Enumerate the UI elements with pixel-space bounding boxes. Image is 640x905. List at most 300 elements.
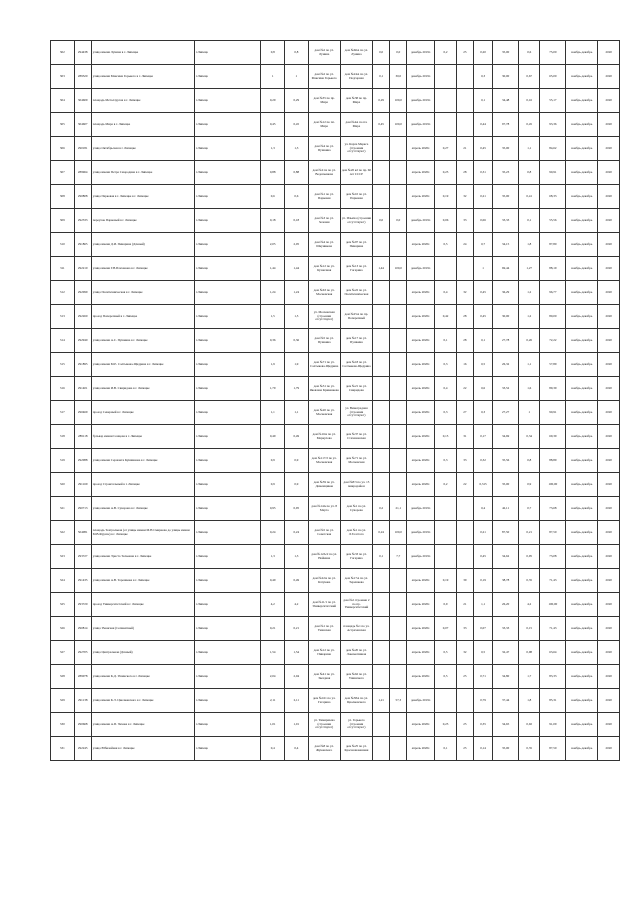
volume-1-cell: 0,1	[373, 65, 390, 89]
city-cell: г.Липецк	[194, 89, 261, 113]
city-cell: г.Липецк	[194, 737, 261, 761]
cost-cell: 71,43	[540, 569, 566, 593]
segment-end-cell: дом №38А по ул. Циолковского	[340, 689, 372, 713]
cost-cell: 96,77	[540, 281, 566, 305]
table-row	[51, 497, 620, 521]
volume-1-cell: 0,0	[373, 41, 390, 65]
coef-cell: 0,5	[435, 641, 456, 665]
area-cell: 35,56	[493, 449, 519, 473]
period-cell: ноябрь-декабрь	[566, 305, 598, 329]
period-cell: ноябрь-декабрь	[566, 545, 598, 569]
volume-1-cell	[373, 161, 390, 185]
value-cell: 0,34	[518, 425, 539, 449]
volume-2-cell: 57,3	[390, 689, 407, 713]
period-cell: ноябрь-декабрь	[566, 521, 598, 545]
cost-cell: 55,56	[540, 209, 566, 233]
segment-end-cell: дом №4А по пл. Мира	[340, 113, 372, 137]
period-cell: ноябрь-декабрь	[566, 89, 598, 113]
value-cell: 0,16	[518, 89, 539, 113]
height-cell: 0,06	[473, 209, 492, 233]
year-cell: 2020	[598, 617, 620, 641]
volume-2-cell	[390, 281, 407, 305]
length-repeat-cell: 1,5	[285, 305, 309, 329]
value-cell: 1,8	[518, 233, 539, 257]
date-cell: декабрь 2019г.	[407, 89, 435, 113]
segment-start-cell: дом №2 по ул. Максима Горького	[308, 65, 340, 89]
street-name-cell: площадь Металлургов в г. Липецке	[91, 89, 194, 113]
row-number-cell: 318	[51, 425, 75, 449]
period-cell: ноябрь-декабрь	[566, 41, 598, 65]
volume-1-cell: 1,21	[373, 689, 390, 713]
row-number-cell: 310	[51, 233, 75, 257]
cost-cell: 63,64	[540, 641, 566, 665]
segment-start-cell: дом №71 по ул. Салтыкова-Щедрина	[308, 353, 340, 377]
table-row	[51, 113, 620, 137]
period-cell: ноябрь-декабрь	[566, 353, 598, 377]
volume-1-cell	[373, 449, 390, 473]
width-cell: 32	[456, 641, 473, 665]
year-cell: 2020	[598, 737, 620, 761]
volume-1-cell: 0,0	[373, 209, 390, 233]
segment-end-cell: дом №1 по ул. Л.Толстого	[340, 521, 372, 545]
area-cell: 34,80	[493, 665, 519, 689]
table-row	[51, 689, 620, 713]
date-cell: декабрь 2019г.	[407, 209, 435, 233]
row-code-cell: 291401	[74, 377, 91, 401]
year-cell: 2020	[598, 377, 620, 401]
date-cell: апрель 2020г.	[407, 161, 435, 185]
row-code-cell: 291865	[74, 233, 91, 257]
coef-cell: 0,3	[435, 449, 456, 473]
volume-2-cell	[390, 449, 407, 473]
segment-end-cell: дом №25А по пр. Поперечный	[340, 305, 372, 329]
table-row	[51, 89, 620, 113]
volume-2-cell	[390, 329, 407, 353]
table-row	[51, 65, 620, 89]
year-cell: 2020	[598, 473, 620, 497]
table-row	[51, 425, 620, 449]
value-cell: 0,8	[518, 161, 539, 185]
cost-cell: 85,31	[540, 689, 566, 713]
value-cell: 0,8	[518, 449, 539, 473]
height-cell: 0,45	[473, 305, 492, 329]
table-row	[51, 233, 620, 257]
year-cell: 2020	[598, 545, 620, 569]
row-code-cell: 292099	[74, 281, 91, 305]
volume-2-cell	[390, 353, 407, 377]
year-cell: 2020	[598, 689, 620, 713]
table-row	[51, 713, 620, 737]
row-number-cell: 314	[51, 329, 75, 353]
city-cell: г.Липецк	[194, 473, 261, 497]
length-repeat-cell: 0,8	[285, 41, 309, 65]
value-cell: 1,2	[518, 281, 539, 305]
row-number-cell: 316	[51, 377, 75, 401]
volume-2-cell	[390, 593, 407, 617]
value-cell: 1,8	[518, 689, 539, 713]
table-row	[51, 617, 620, 641]
width-cell: 33	[456, 209, 473, 233]
width-cell	[456, 545, 473, 569]
period-cell: ноябрь-декабрь	[566, 65, 598, 89]
segment-start-cell: дом №5 по ул. Советская	[308, 521, 340, 545]
row-code-cell: 290814	[74, 617, 91, 641]
length-repeat-cell: 0,9	[285, 449, 309, 473]
segment-end-cell: дом №20 по ул. Локомотивная	[340, 641, 372, 665]
area-cell: 35,00	[493, 137, 519, 161]
year-cell: 2020	[598, 65, 620, 89]
cost-cell: 73,08	[540, 545, 566, 569]
row-number-cell: 312	[51, 281, 75, 305]
volume-2-cell	[390, 569, 407, 593]
coef-cell: 0,19	[435, 185, 456, 209]
segment-end-cell: дом №33 по ул. Гагарина	[340, 545, 372, 569]
segment-end-cell: ул. Карла Маркса (строения отсутствуют)	[340, 137, 372, 161]
coef-cell: 0,27	[435, 137, 456, 161]
street-name-cell: улица имени А.В. Суворова в г. Липецке	[91, 497, 194, 521]
period-cell: ноябрь-декабрь	[566, 449, 598, 473]
period-cell: ноябрь-декабрь	[566, 329, 598, 353]
height-cell: 0,4	[473, 497, 492, 521]
period-cell: ноябрь-декабрь	[566, 473, 598, 497]
length-cell: 1,44	[261, 257, 285, 281]
city-cell: г.Липецк	[194, 113, 261, 137]
segment-start-cell: дом №14А по ул. 8 Марта	[308, 497, 340, 521]
area-cell: 34,62	[493, 545, 519, 569]
city-cell: г.Липецк	[194, 329, 261, 353]
length-cell: 0,6	[261, 185, 285, 209]
area-cell: 35,00	[493, 41, 519, 65]
height-cell: 0,7	[473, 233, 492, 257]
area-cell: 34,15	[493, 233, 519, 257]
row-code-cell: 292088	[74, 449, 91, 473]
year-cell: 2020	[598, 41, 620, 65]
width-cell: 33	[456, 449, 473, 473]
width-cell: 32	[456, 185, 473, 209]
height-cell: 0,45	[473, 281, 492, 305]
segment-start-cell: дом №2 по ул. Лунина	[308, 41, 340, 65]
width-cell: 31	[456, 425, 473, 449]
row-code-cell: 290469	[74, 401, 91, 425]
coef-cell: 0,07	[435, 617, 456, 641]
date-cell: апрель 2020г.	[407, 377, 435, 401]
street-name-cell: проезд Поперечный в г. Липецке	[91, 305, 194, 329]
segment-start-cell: дом №59 по ул. Доменщиков	[308, 473, 340, 497]
length-repeat-cell: 1,9	[285, 353, 309, 377]
volume-2-cell	[390, 665, 407, 689]
value-cell: 0,92	[518, 713, 539, 737]
segment-start-cell: дом №21А по ул. Водопьянова	[308, 161, 340, 185]
segment-start-cell: дом №22А по ул. Катукова	[308, 569, 340, 593]
street-name-cell: площадь Театральная (от улицы имени М.Н.Смирнова до улицы имени М.В.Фрунзе) в г. Липецке	[91, 521, 194, 545]
segment-end-cell: дом №17 по ул. Пушкина	[340, 329, 372, 353]
width-cell: 16	[456, 353, 473, 377]
year-cell: 2020	[598, 233, 620, 257]
year-cell: 2020	[598, 89, 620, 113]
cost-cell: 84,62	[540, 137, 566, 161]
length-repeat-cell: 0,9	[285, 473, 309, 497]
city-cell: г.Липецк	[194, 617, 261, 641]
area-cell: 33,33	[493, 209, 519, 233]
table-row	[51, 569, 620, 593]
segment-start-cell: дом №4 по ул. Шкуникова	[308, 233, 340, 257]
period-cell: ноябрь-декабрь	[566, 593, 598, 617]
height-cell: 0,1	[473, 89, 492, 113]
segment-start-cell: дом №5 по ул. Пушкина	[308, 329, 340, 353]
row-number-cell: 317	[51, 401, 75, 425]
height-cell: 0,07	[473, 617, 492, 641]
year-cell: 2020	[598, 329, 620, 353]
coef-cell	[435, 257, 456, 281]
segment-end-cell: дом №2 строение 2 по пр. Университетский	[340, 593, 372, 617]
length-repeat-cell: 0,4	[285, 737, 309, 761]
coef-cell: 0,25	[435, 161, 456, 185]
table-row	[51, 377, 620, 401]
street-name-cell: бульвар имени Сенцова в г. Липецке	[91, 425, 194, 449]
area-cell: 35,00	[493, 737, 519, 761]
period-cell: ноябрь-декабрь	[566, 641, 598, 665]
height-cell: 0,3	[473, 65, 492, 89]
date-cell: апрель 2020г.	[407, 449, 435, 473]
segment-start-cell: дом №35 по пр. Мира	[308, 89, 340, 113]
width-cell	[456, 497, 473, 521]
coef-cell: 0,4	[435, 377, 456, 401]
row-number-cell: 325	[51, 593, 75, 617]
row-code-cell: 304607	[74, 113, 91, 137]
length-repeat-cell: 0,29	[285, 89, 309, 113]
height-cell: 0,17	[473, 425, 492, 449]
segment-start-cell: дом №1 по ул. Парковая	[308, 185, 340, 209]
height-cell: 0,21	[473, 521, 492, 545]
length-cell: 0,9	[261, 473, 285, 497]
cost-cell: 100,00	[540, 473, 566, 497]
street-name-cell: улица имени И.В. Свиридова в г. Липецке	[91, 377, 194, 401]
segment-end-cell: дом №71 по ул. Московская	[340, 449, 372, 473]
segment-start-cell: дом №11/1 по ул. Университетский	[308, 593, 340, 617]
height-cell: 0,14	[473, 737, 492, 761]
length-repeat-cell: 0,21	[285, 617, 309, 641]
period-cell: ноябрь-декабрь	[566, 113, 598, 137]
area-cell: 34,69	[493, 425, 519, 449]
period-cell: ноябрь-декабрь	[566, 185, 598, 209]
coef-cell: 0,3	[435, 353, 456, 377]
width-cell: 22	[456, 473, 473, 497]
city-cell: г.Липецк	[194, 353, 261, 377]
street-name-cell: улица Парковая в г. Липецке в г. Липецке	[91, 185, 194, 209]
length-repeat-cell: 1,79	[285, 377, 309, 401]
width-cell: 28	[456, 161, 473, 185]
year-cell: 2020	[598, 185, 620, 209]
segment-end-cell: дом №21 по ул. Свиридова	[340, 377, 372, 401]
width-cell: 25	[456, 713, 473, 737]
row-number-cell: 324	[51, 569, 75, 593]
length-cell: 0,18	[261, 209, 285, 233]
table-row	[51, 305, 620, 329]
volume-1-cell	[373, 401, 390, 425]
table-row	[51, 665, 620, 689]
cost-cell: 89,39	[540, 377, 566, 401]
length-cell: 2,05	[261, 233, 285, 257]
period-cell: ноябрь-декабрь	[566, 713, 598, 737]
period-cell: ноябрь-декабрь	[566, 137, 598, 161]
width-cell: 21	[456, 593, 473, 617]
value-cell: 0,45	[518, 113, 539, 137]
cost-cell: 57,89	[540, 353, 566, 377]
period-cell: ноябрь-декабрь	[566, 689, 598, 713]
date-cell: декабрь 2019г.	[407, 65, 435, 89]
value-cell: 0,6	[518, 41, 539, 65]
volume-1-cell	[373, 569, 390, 593]
row-code-cell: 291138	[74, 689, 91, 713]
street-name-cell: улица имени Эрнста Тельмана в г. Липецке	[91, 545, 194, 569]
volume-2-cell	[390, 305, 407, 329]
volume-2-cell: 100,0	[390, 89, 407, 113]
period-cell: ноябрь-декабрь	[566, 497, 598, 521]
value-cell: 0,35	[518, 737, 539, 761]
city-cell: г.Липецк	[194, 689, 261, 713]
coef-cell: 0,42	[435, 305, 456, 329]
cost-cell: 91,09	[540, 713, 566, 737]
length-cell: 0,24	[261, 521, 285, 545]
coef-cell: 0,5	[435, 233, 456, 257]
row-number-cell: 304	[51, 89, 75, 113]
volume-2-cell	[390, 161, 407, 185]
value-cell: 1,1	[518, 353, 539, 377]
row-number-cell: 329	[51, 689, 75, 713]
coef-cell	[435, 113, 456, 137]
coef-cell: 0,3	[435, 401, 456, 425]
period-cell: ноябрь-декабрь	[566, 281, 598, 305]
date-cell: декабрь 2019г.	[407, 113, 435, 137]
height-cell: 0,45	[473, 137, 492, 161]
volume-2-cell: 100,0	[390, 113, 407, 137]
area-cell: 34,65	[493, 713, 519, 737]
row-number-cell: 306	[51, 137, 75, 161]
date-cell: апрель 2020г.	[407, 473, 435, 497]
cost-cell: 83,33	[540, 665, 566, 689]
city-cell: г.Липецк	[194, 377, 261, 401]
date-cell: апрель 2020г.	[407, 641, 435, 665]
street-name-cell: улица имени А.П. Чехова в г. Липецке	[91, 713, 194, 737]
table-row	[51, 137, 620, 161]
volume-1-cell: 1,44	[373, 257, 390, 281]
year-cell: 2020	[598, 641, 620, 665]
length-repeat-cell: 1,1	[285, 401, 309, 425]
cost-cell: 65,00	[540, 65, 566, 89]
coef-cell: 0,2	[435, 41, 456, 65]
street-name-cell: улица имени А.С. Пушкина в г. Липецке	[91, 329, 194, 353]
cost-cell: 80,00	[540, 305, 566, 329]
area-cell: 37,44	[493, 689, 519, 713]
city-cell: г.Липецк	[194, 137, 261, 161]
length-repeat-cell: 1,3	[285, 137, 309, 161]
period-cell: ноябрь-декабрь	[566, 665, 598, 689]
area-cell: 27,27	[493, 401, 519, 425]
length-repeat-cell: 0,18	[285, 209, 309, 233]
period-cell: ноябрь-декабрь	[566, 569, 598, 593]
value-cell: 0,7	[518, 497, 539, 521]
year-cell: 2020	[598, 521, 620, 545]
period-cell: ноябрь-декабрь	[566, 401, 598, 425]
segment-end-cell: дом №13 по ул. Гагарина	[340, 257, 372, 281]
width-cell: 28	[456, 305, 473, 329]
length-repeat-cell: 0,24	[285, 521, 309, 545]
street-name-cell: улица имени К.Д. Ушинского в г. Липецке	[91, 665, 194, 689]
table-row	[51, 185, 620, 209]
length-repeat-cell: 1,54	[285, 641, 309, 665]
date-cell: апрель 2020г.	[407, 185, 435, 209]
cost-cell: 69,39	[540, 425, 566, 449]
city-cell: г.Липецк	[194, 641, 261, 665]
width-cell	[456, 113, 473, 137]
volume-1-cell	[373, 617, 390, 641]
year-cell: 2020	[598, 305, 620, 329]
cost-cell: 72,22	[540, 329, 566, 353]
document-page	[50, 40, 620, 761]
area-cell: 30,00	[493, 305, 519, 329]
row-number-cell: 311	[51, 257, 75, 281]
area-cell: 42,11	[493, 497, 519, 521]
coef-cell: 0,1	[435, 737, 456, 761]
row-code-cell: 292245	[74, 737, 91, 761]
height-cell: 0,6	[473, 377, 492, 401]
row-number-cell: 307	[51, 161, 75, 185]
length-cell: 1,3	[261, 545, 285, 569]
row-code-cell: 504081	[74, 521, 91, 545]
row-code-cell: 290668	[74, 713, 91, 737]
row-code-cell: 292333	[74, 209, 91, 233]
length-cell: 0,4	[261, 737, 285, 761]
area-cell: 33,52	[493, 377, 519, 401]
table-row	[51, 41, 620, 65]
segment-end-cell: дом №18 по ул. Салтыкова-Щедрина	[340, 353, 372, 377]
street-name-cell: улица имени А.В. Терешкова в г. Липецке	[91, 569, 194, 593]
street-name-cell: улица Октябрьская в г. Липецке	[91, 137, 194, 161]
length-repeat-cell: 2,11	[285, 689, 309, 713]
volume-2-cell	[390, 617, 407, 641]
volume-2-cell	[390, 233, 407, 257]
table-row	[51, 257, 620, 281]
row-number-cell: 308	[51, 185, 75, 209]
width-cell: 25	[456, 665, 473, 689]
row-code-cell: 294438	[74, 41, 91, 65]
street-name-cell: улица имени Лунина в г. Липецке	[91, 41, 194, 65]
length-cell: 0,29	[261, 89, 285, 113]
city-cell: г.Липецк	[194, 305, 261, 329]
coef-cell: 0,2	[435, 473, 456, 497]
length-repeat-cell: 0,6	[285, 185, 309, 209]
segment-start-cell: дом №4 по ул. Пушкина	[308, 137, 340, 161]
coef-cell	[435, 521, 456, 545]
row-number-cell: 302	[51, 41, 75, 65]
height-cell: 0,20	[473, 41, 492, 65]
length-repeat-cell: 1,24	[285, 281, 309, 305]
row-code-cell: 304609	[74, 89, 91, 113]
date-cell: апрель 2020г.	[407, 401, 435, 425]
area-cell: 69,44	[493, 257, 519, 281]
value-cell: 4,2	[518, 593, 539, 617]
volume-1-cell	[373, 377, 390, 401]
row-number-cell: 313	[51, 305, 75, 329]
length-cell: 2,11	[261, 689, 285, 713]
length-cell: 1,5	[261, 305, 285, 329]
city-cell: г.Липецк	[194, 593, 261, 617]
length-repeat-cell: 2,04	[285, 665, 309, 689]
cost-cell: 90,91	[540, 401, 566, 425]
segment-end-cell: ул. Ильича (строения отсутствуют)	[340, 209, 372, 233]
coef-cell	[435, 689, 456, 713]
coef-cell: 0,15	[435, 425, 456, 449]
